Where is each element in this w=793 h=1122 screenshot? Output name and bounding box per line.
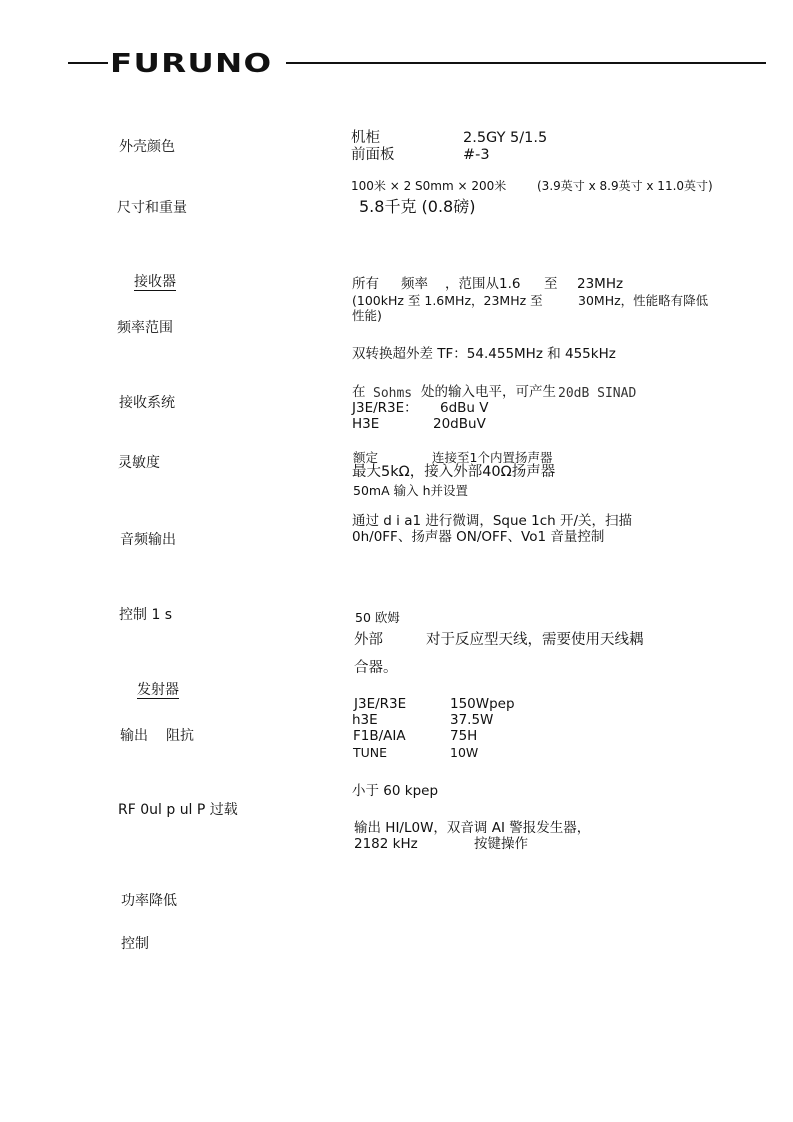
- cabinet-value: 2.5GY 5/1.5: [463, 130, 548, 146]
- label-control: 控制 1 s: [119, 607, 173, 623]
- audio-input: 50mA 输入 h并设置: [353, 483, 469, 498]
- power-value: 10W: [450, 745, 479, 760]
- power-mode: h3E: [352, 712, 378, 728]
- front-panel-label: 前面板: [351, 147, 395, 163]
- impedance-external-label: 外部: [354, 632, 383, 648]
- sens-j3e-label: J3E/R3E：: [352, 400, 418, 416]
- control-line2: 0h/0FF、扬声器 ON/OFF、Vo1 音量控制: [352, 529, 605, 545]
- sens-h3e-label: H3E: [352, 416, 380, 432]
- label-audio-output: 音频输出: [120, 532, 176, 548]
- impedance-external-value: 对于反应型天线，需要使用天线耦: [426, 632, 644, 648]
- weight-value: 5.8千克 (0.8磅): [359, 197, 476, 216]
- freq-line1-c: ，范围从1.6: [445, 276, 521, 292]
- power-mode: J3E/R3E: [354, 696, 407, 712]
- label-housing-color: 外壳颜色: [119, 139, 175, 155]
- receive-system-value: 双转换超外差 TF：54.455MHz 和 455kHz: [352, 346, 616, 362]
- power-mode: TUNE: [353, 745, 388, 760]
- power-value: 75H: [450, 728, 478, 744]
- freq-line1-d: 至: [544, 276, 558, 292]
- label-sensitivity: 灵敏度: [118, 455, 160, 471]
- label-receive-system: 接收系统: [119, 395, 175, 411]
- sens-h3e-value: 20dBuV: [433, 416, 486, 432]
- sens-line1-c: 处的输入电平，可产生: [421, 384, 556, 400]
- freq-line3: 性能): [352, 308, 382, 323]
- sens-line1-d: 20dB SINAD: [558, 386, 637, 401]
- sens-j3e-value: 6dBu V: [440, 400, 489, 416]
- label-frequency-range: 频率范围: [117, 320, 173, 336]
- freq-line1-e: 23MHz: [577, 276, 624, 292]
- label-power-reduction: 功率降低: [121, 893, 177, 909]
- freq-line2-b: 30MHz，性能略有降低: [578, 293, 709, 308]
- overload-value: 小于 60 kpep: [352, 783, 439, 799]
- label-output-impedance-b: 阻抗: [166, 728, 194, 744]
- audio-rated-value: 连接至1个内置扬声器: [432, 450, 553, 465]
- power-reduce-line2-a: 2182 kHz: [354, 836, 418, 852]
- cabinet-label: 机柜: [351, 130, 380, 146]
- freq-line2-a: (100kHz 至 1.6MHz，23MHz 至: [352, 293, 543, 308]
- power-mode: F1B/AIA: [353, 728, 406, 744]
- power-reduce-line1: 输出 HI/L0W，双音调 AI 警报发生器，: [354, 820, 591, 836]
- freq-line1-a: 所有: [352, 276, 379, 292]
- power-value: 150Wpep: [450, 696, 515, 712]
- furuno-logo: FURUNO: [110, 49, 273, 79]
- power-reduce-line2-b: 按键操作: [474, 836, 528, 852]
- section-transmitter: 发射器: [137, 682, 179, 698]
- size-imperial: (3.9英寸 x 8.9英寸 x 11.0英寸): [537, 179, 713, 193]
- audio-rated-label: 额定: [353, 450, 379, 465]
- section-receiver: 接收器: [134, 274, 176, 290]
- control-line1: 通过 d i a1 进行微调，Sque 1ch 开/关，扫描: [352, 513, 633, 529]
- label-output-impedance-a: 输出: [120, 728, 148, 744]
- header-rule-left: [68, 62, 108, 64]
- power-value: 37.5W: [450, 712, 494, 728]
- sens-line1-a: 在: [352, 384, 366, 400]
- impedance-ohm: 50 欧姆: [355, 610, 400, 625]
- size-metric: 100米 × 2 S0mm × 200米: [351, 179, 507, 193]
- impedance-coupler: 合器。: [354, 660, 398, 676]
- label-rf-output-overload: RF 0ul p ul P 过载: [118, 802, 238, 818]
- front-panel-value: #-3: [463, 147, 490, 163]
- label-control-2: 控制: [121, 936, 149, 952]
- freq-line1-b: 频率: [401, 276, 428, 292]
- label-dimensions-weight: 尺寸和重量: [117, 200, 187, 216]
- sens-line1-b: Sohms: [373, 386, 413, 401]
- header-rule-right: [286, 62, 766, 64]
- audio-max: 最大5kΩ，接入外部40Ω扬声器: [352, 464, 556, 480]
